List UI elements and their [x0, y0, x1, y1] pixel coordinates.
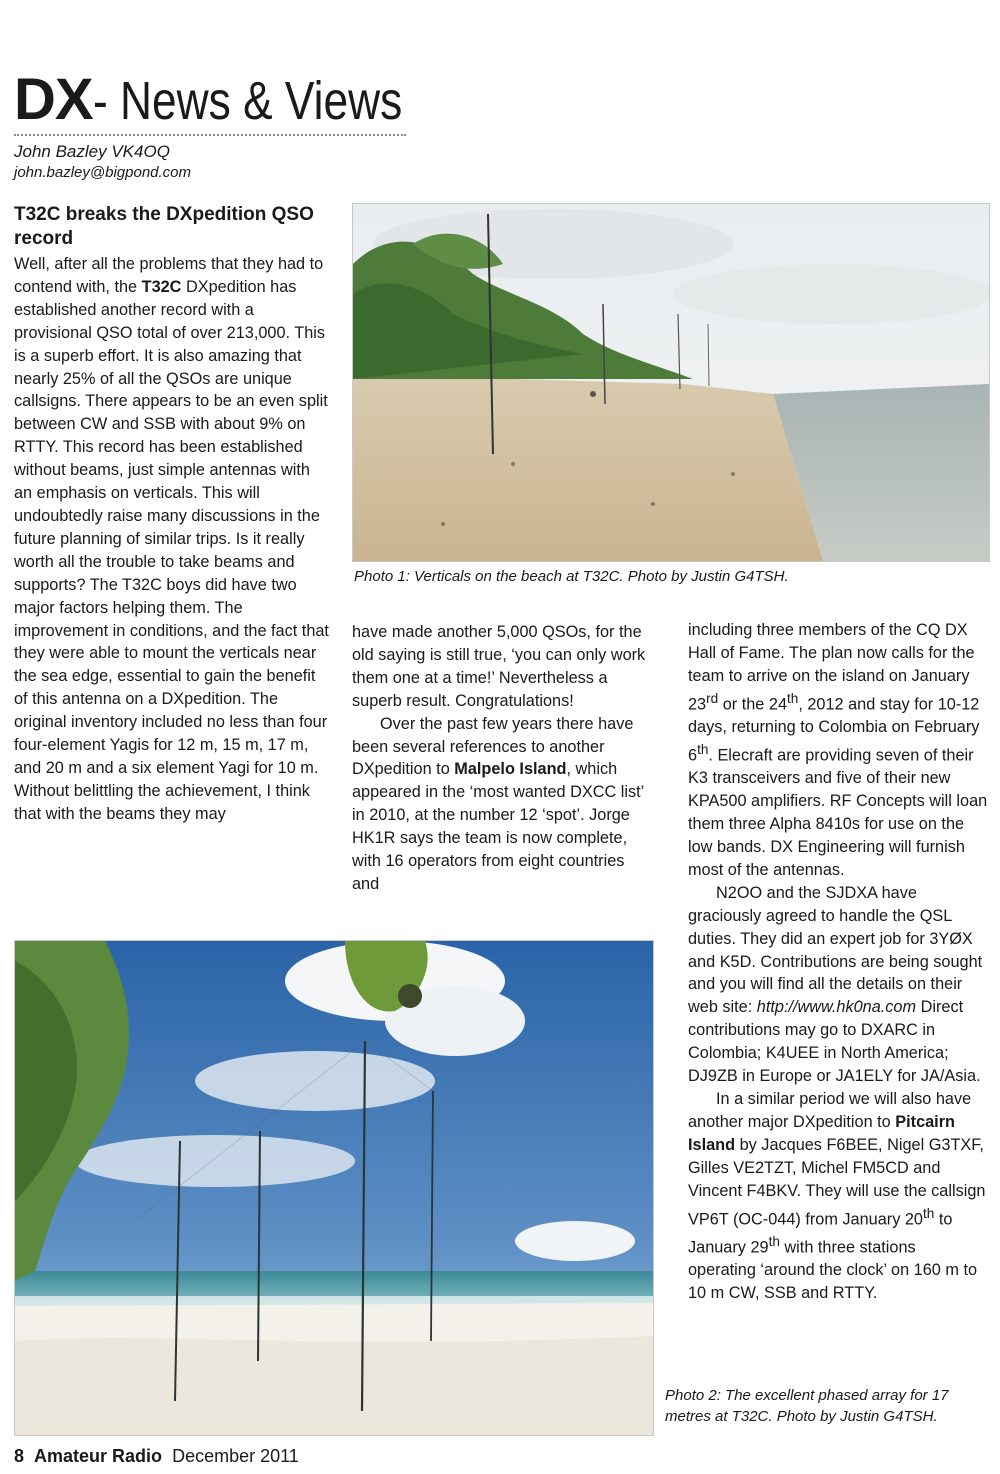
col2-text-a: Over the past few years there have been several references to another DXpedition to: [352, 714, 634, 779]
col2-text-b: , which appeared in the ‘most wanted DXCC list’ in 2010, at the number 12 ‘spot’. Jorge HK1R says the team is now complete, with 16 operators from eight countries and: [352, 760, 644, 893]
col1-callsign-bold: T32C: [141, 277, 182, 296]
article-column-1: [14, 253, 332, 826]
col3-p3-a: In a similar period we will also have another major DXpedition to: [688, 1089, 972, 1131]
col1-text-b: DXpedition has established another record with a provisional QSO total of over 213,000. This is a superb effort. It is also amazing that nearly 25% of all the QSOs are unique callsigns. There appears to be an even split between CW and SSB with about 9% on RTTY. This record has been established without beams, just simple antennas with an emphasis on verticals. This will undoubtedly raise many discussions in the future planning of similar trips. Is it really worth all the trouble to take beams and supports? The T32C boys did have two major factors helping them. The improvement in conditions, and the fact that they were able to mount the verticals near the sea edge, essential to gain the benefit of this antenna on a DXpedition. The original inventory included no less than four four-element Yagis for 12 m, 15 m, 17 m, and 20 m and a six element Yagi for 10 m. Without belittling the achievement, I think that with the beams they may: [14, 277, 329, 823]
page-title: [14, 66, 470, 130]
col3-p3-sup2: th: [768, 1233, 780, 1249]
author-name: John Bazley VK4OQ: [14, 142, 170, 161]
col2-paragraph-2: [352, 713, 652, 896]
beach-photo-image: [353, 204, 989, 561]
issue-date: December 2011: [172, 1446, 299, 1466]
hk0na-web-link[interactable]: http://www.hk0na.com: [756, 998, 917, 1017]
photo-1-caption: Photo 1: Verticals on the beach at T32C. Photo by Justin G4TSH.: [354, 568, 789, 585]
col3-p3-sup1: th: [922, 1205, 935, 1221]
col3-p1-sup1: rd: [706, 690, 719, 706]
col3-p2-a: N2OO and the SJDXA have graciously agreed to handle the QSL duties. They did an expert job for 3YØX and K5D. Contributions are being sought and you will find all the details on their web site:: [688, 883, 983, 1017]
title-rest: - News & Views: [92, 71, 402, 131]
title-rule: [14, 134, 406, 136]
col2-malpelo-bold: Malpelo Island: [454, 760, 567, 779]
col3-p1-a: including three members of the CQ DX Hall of Fame. The plan now calls for the team to arrive on the island on January 23: [688, 621, 975, 714]
col3-p1-b: or the 24: [718, 695, 787, 714]
article-column-2: [352, 621, 652, 896]
photo-2-caption: Photo 2: The excellent phased array for 17 metres at T32C. Photo by Justin G4TSH.: [665, 1387, 949, 1425]
photo-1-beach-verticals: [352, 203, 990, 562]
col3-p1-d: . Elecraft are providing seven of their K3 transceivers and five of their new KPA500 amplifiers. RF Concepts will loan them three Alpha 8410s for use on the low bands. DX Engineering will furnish most of the antennas.: [688, 746, 988, 879]
col3-p3-d: with three stations operating ‘around the clock’ on 160 m to 10 m CW, SSB and RTTY.: [688, 1238, 978, 1303]
col3-p3-c: to January 29: [688, 1209, 953, 1257]
col3-paragraph-2: [688, 882, 988, 1088]
col3-p3-b: by Jacques F6BEE, Nigel G3TXF, Gilles VE2TZT, Michel FM5CD and Vincent F4BKV. They will use the callsign VP6T (OC-044) from January 20: [688, 1135, 986, 1228]
author-email: john.bazley@bigpond.com: [14, 164, 192, 181]
article-column-3: [688, 619, 988, 1305]
photo-2-phased-array: [14, 940, 654, 1436]
col1-paragraph: [14, 253, 332, 826]
col3-pitcairn-bold: Pitcairn Island: [688, 1112, 955, 1154]
col1-text-a: Well, after all the problems that they had to contend with, the: [14, 255, 324, 296]
phased-array-photo-image: [15, 941, 653, 1435]
page-footer: [14, 1444, 299, 1468]
col3-p1-c: , 2012 and stay for 10-12 days, returning to Colombia on February 6: [688, 695, 980, 765]
col3-paragraph-1: [688, 619, 988, 882]
col3-p2-b: Direct contributions may go to DXARC in Colombia; K4UEE in North America; DJ9ZB in Europe or JA1ELY for JA/Asia.: [688, 998, 981, 1086]
col2-paragraph-1: have made another 5,000 QSOs, for the old saying is still true, ‘you can only work them one at a time!’ Nevertheless a superb result. Congratulations!: [352, 623, 646, 710]
title-dx: DX: [14, 67, 93, 132]
magazine-name: Amateur Radio: [34, 1446, 163, 1466]
page-number: 8: [14, 1446, 25, 1466]
col3-p1-sup3: th: [697, 741, 709, 757]
col3-paragraph-3: [688, 1088, 988, 1305]
col3-p1-sup2: th: [787, 690, 799, 706]
article-heading: T32C breaks the DXpedition QSO record: [14, 204, 314, 249]
